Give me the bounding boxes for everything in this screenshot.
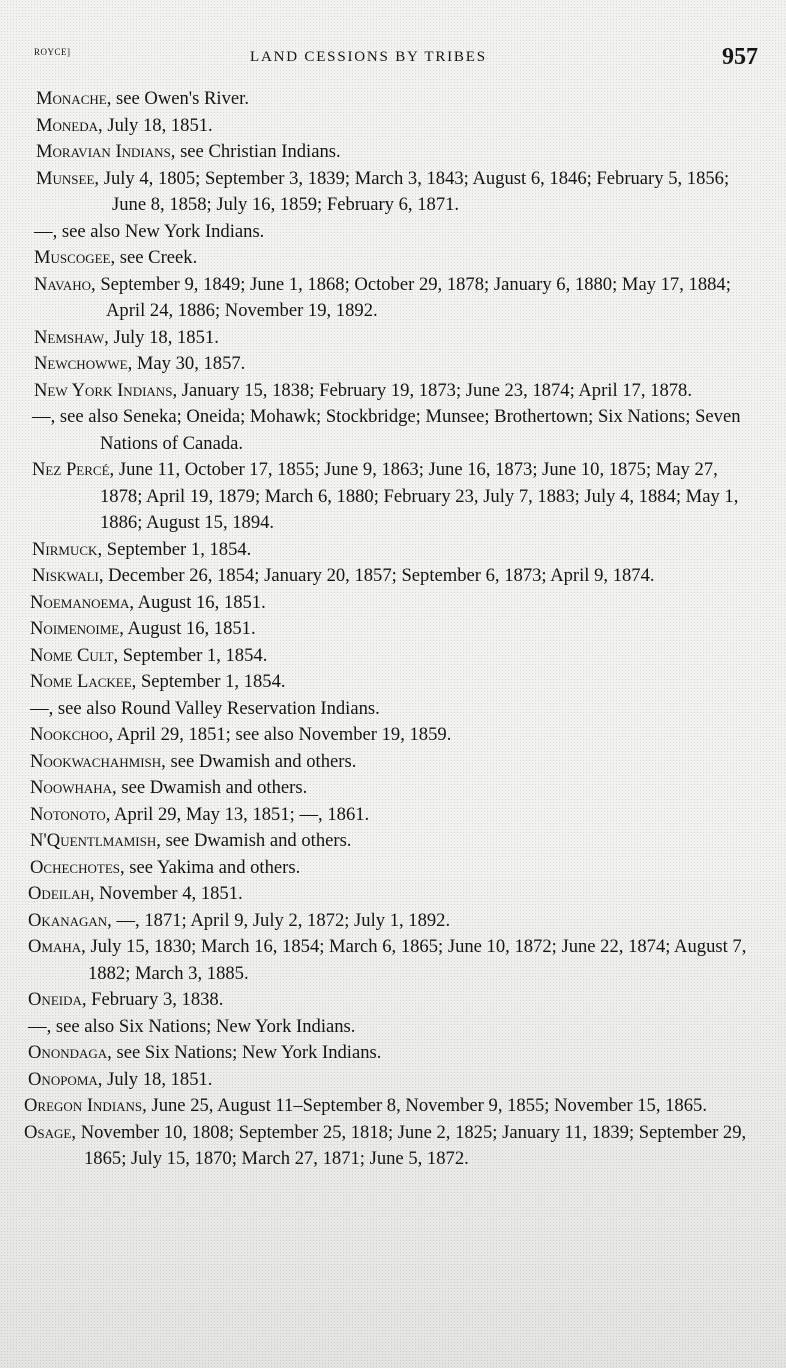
index-entry — [14, 537, 762, 564]
page-title: LAND CESSIONS BY TRIBES — [250, 49, 487, 65]
tribe-name: Nirmuck — [32, 538, 98, 560]
entry-text: , July 18, 1851. — [104, 326, 219, 348]
entry-text: , September 9, 1849; June 1, 1868; October 29, 1878; January 6, 1880; May 17, 1884; April 24, 1886; November 19, 1892. — [91, 273, 731, 321]
tribe-name: Nookchoo — [30, 724, 109, 745]
page-header — [0, 0, 786, 90]
tribe-name: Oregon Indians — [24, 1095, 143, 1116]
entry-text: —, see also Seneka; Oneida; Mohawk; Stockbridge; Munsee; Brothertown; Six Nations; Seven Nations of Canada. — [32, 406, 741, 454]
running-head: ROYCE] — [34, 47, 71, 57]
index-entry — [14, 1093, 762, 1120]
tribe-name: Osage — [24, 1121, 72, 1143]
tribe-name: Newchowwe — [34, 353, 128, 374]
index-entry — [14, 749, 762, 776]
index-entry — [14, 378, 762, 405]
entry-text: , see Six Nations; New York Indians. — [107, 1042, 382, 1063]
index-entry — [14, 722, 762, 749]
tribe-name: New York Indians — [34, 379, 173, 401]
entry-text: , August 16, 1851. — [119, 618, 256, 639]
index-entry — [14, 934, 762, 987]
entry-text: , see Dwamish and others. — [161, 750, 357, 772]
entry-text: , July 18, 1851. — [97, 1068, 213, 1090]
page-number: 957 — [722, 44, 758, 70]
entry-text: , November 4, 1851. — [89, 883, 243, 904]
index-entry — [14, 325, 762, 352]
index-entry — [14, 404, 762, 457]
tribe-name: Omaha — [28, 936, 82, 957]
entry-text: , April 29, 1851; see also November 19, 1859. — [108, 724, 452, 745]
index-entry — [14, 696, 762, 723]
index-entry — [14, 616, 762, 643]
tribe-name: Nome Cult — [30, 644, 114, 666]
index-entry — [14, 590, 762, 617]
tribe-name: Nookwachahmish — [30, 750, 162, 772]
tribe-name: Muscogee — [34, 247, 111, 268]
entry-text: , November 10, 1808; September 25, 1818; June 2, 1825; January 11, 1839; September 29, 1865; July 15, 1870; March 27, 1871; June 5, 1872. — [71, 1121, 747, 1169]
entry-text: , September 1, 1854. — [97, 538, 252, 560]
entry-text: , September 1, 1854. — [131, 671, 286, 692]
index-entry — [14, 86, 762, 113]
entry-text: , —, 1871; April 9, July 2, 1872; July 1, 1892. — [107, 909, 451, 931]
tribe-name: Notonoto — [30, 803, 106, 825]
entry-text: , June 11, October 17, 1855; June 9, 1863; June 16, 1873; June 10, 1875; May 27, 1878; April 19, 1879; March 6, 1880; February 23, July 7, 1883; July 4, 1884; May 1, 1886; August 15, 1894. — [100, 459, 739, 533]
index-entry — [14, 139, 762, 166]
index-entry — [14, 1120, 762, 1173]
tribe-name: Niskwali — [32, 565, 99, 586]
tribe-name: Odeilah — [28, 883, 90, 904]
index-entry — [14, 1014, 762, 1041]
tribe-name: Oneida — [28, 989, 82, 1010]
index-entry — [14, 351, 762, 378]
index-entry — [14, 908, 762, 935]
entry-text: , April 29, May 13, 1851; —, 1861. — [105, 803, 370, 825]
entry-text: , January 15, 1838; February 19, 1873; June 23, 1874; April 17, 1878. — [172, 379, 692, 401]
index-entry — [14, 457, 762, 537]
entry-text: —, see also Round Valley Reservation Indians. — [30, 697, 380, 719]
tribe-name: Noimenoime — [30, 618, 120, 639]
entry-text: , see Dwamish and others. — [112, 777, 308, 798]
entry-text: —, see also Six Nations; New York Indians. — [28, 1015, 356, 1037]
index-entries — [14, 86, 762, 1173]
index-entry — [14, 245, 762, 272]
tribe-name: Moneda — [36, 114, 99, 136]
index-entry — [14, 563, 762, 590]
tribe-name: Monache — [36, 88, 107, 109]
entry-text: , see Owen's River. — [106, 88, 249, 109]
entry-text: , July 4, 1805; September 3, 1839; March 3, 1843; August 6, 1846; February 5, 1856; June 8, 1858; July 16, 1859; February 6, 1871. — [94, 167, 730, 215]
tribe-name: Noowhaha — [30, 777, 113, 798]
index-entry — [14, 881, 762, 908]
index-entry — [14, 219, 762, 246]
tribe-name: Munsee — [36, 167, 95, 189]
index-entry — [14, 166, 762, 219]
entry-text: , September 1, 1854. — [113, 644, 268, 666]
tribe-name: Nome Lackee — [30, 671, 132, 692]
entry-text: , December 26, 1854; January 20, 1857; September 6, 1873; April 9, 1874. — [98, 565, 655, 586]
index-entry — [14, 987, 762, 1014]
tribe-name: Navaho — [34, 273, 92, 295]
tribe-name: Noemanoema — [30, 591, 130, 613]
tribe-name: Okanagan — [28, 909, 108, 931]
tribe-name: Onopoma — [28, 1068, 98, 1090]
index-entry — [14, 855, 762, 882]
entry-text: —, see also New York Indians. — [34, 220, 265, 242]
tribe-name: Onondaga — [28, 1042, 108, 1063]
entry-text: , June 25, August 11–September 8, November 9, 1855; November 15, 1865. — [142, 1095, 707, 1116]
index-entry — [14, 775, 762, 802]
entry-text: , see Dwamish and others. — [156, 830, 352, 851]
index-entry — [14, 643, 762, 670]
entry-text: , July 15, 1830; March 16, 1854; March 6, 1865; June 10, 1872; June 22, 1874; August 7, 1882; March 3, 1885. — [81, 936, 747, 984]
tribe-name: N'Quentlmamish — [30, 830, 157, 851]
tribe-name: Moravian Indians — [36, 141, 171, 162]
entry-text: , July 18, 1851. — [98, 114, 213, 136]
entry-text: , see Christian Indians. — [170, 141, 341, 162]
tribe-name: Nemshaw — [34, 326, 105, 348]
index-entry — [14, 828, 762, 855]
tribe-name: Ochechotes — [30, 856, 120, 878]
index-entry — [14, 1040, 762, 1067]
index-entry — [14, 1067, 762, 1094]
tribe-name: Nez Percé — [32, 459, 110, 480]
entry-text: , see Yakima and others. — [120, 856, 301, 878]
index-entry — [14, 802, 762, 829]
index-entry — [14, 669, 762, 696]
entry-text: , February 3, 1838. — [81, 989, 224, 1010]
index-entry — [14, 113, 762, 140]
entry-text: , May 30, 1857. — [127, 353, 246, 374]
entry-text: , August 16, 1851. — [129, 591, 266, 613]
entry-text: , see Creek. — [110, 247, 198, 268]
index-entry — [14, 272, 762, 325]
